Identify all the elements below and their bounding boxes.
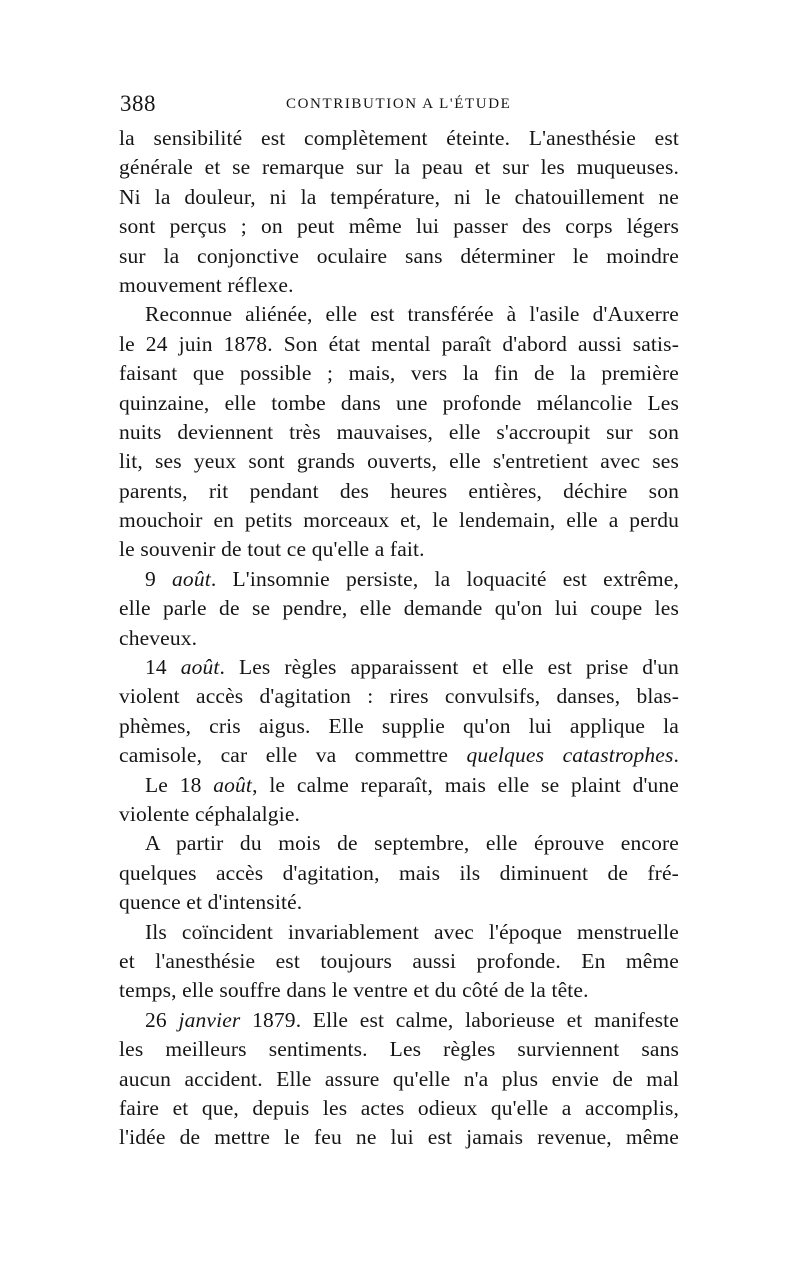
text-line: violente céphalalgie. (119, 801, 301, 826)
text-line: violent accès d'agitation : rires convulsifs, danses, blas- (119, 684, 679, 709)
text-line: la sensibilité est complètement éteinte. L'anesthésie est (119, 126, 679, 150)
text-line: quelques accès d'agitation, mais ils diminuent de fré- (119, 860, 679, 885)
text-line: et l'anesthésie est toujours aussi profonde. En même (119, 948, 679, 973)
text-run: Le 18 (145, 772, 214, 797)
text-run: . (673, 743, 679, 768)
running-head (116, 91, 678, 119)
text-line: temps, elle souffre dans le ventre et du côté de la tête. (119, 978, 589, 1003)
text-line: l'idée de mettre le feu ne lui est jamais revenue, même (119, 1125, 679, 1150)
text-line: quence et d'intensité. (119, 890, 303, 915)
text-line: aucun accident. Elle assure qu'elle n'a plus envie de mal (119, 1066, 679, 1091)
text-line: phèmes, cris aigus. Elle supplie qu'on lui applique la (119, 713, 679, 738)
text-run: 26 (145, 1007, 179, 1032)
italic-text: quelques catastrophes (466, 743, 674, 768)
text-run: camisole, car elle va commettre (119, 743, 467, 768)
text-line: les meilleurs sentiments. Les règles surviennent sans (119, 1037, 679, 1062)
text-line: le souvenir de tout ce qu'elle a fait. (119, 537, 425, 562)
text-line: quinzaine, elle tombe dans une profonde mélancolie Les (119, 390, 679, 415)
text-line: mouchoir en petits morceaux et, le lendemain, elle a perdu (119, 508, 679, 533)
text-run: 14 (145, 655, 181, 680)
text-run: , le calme reparaît, mais elle se plaint d'une (252, 772, 679, 797)
text-line: parents, rit pendant des heures entières, déchire son (119, 478, 679, 503)
text-line: le 24 juin 1878. Son état mental paraît d'abord aussi satis- (119, 331, 679, 356)
page-number: 388 (120, 91, 156, 116)
text-run: . L'insomnie persiste, la loquacité est extrême, (210, 566, 679, 591)
italic-text: août (180, 655, 220, 680)
text-line: Ni la douleur, ni la température, ni le chatouillement ne (119, 184, 679, 209)
text-line (119, 741, 679, 770)
italic-text: août (172, 566, 211, 591)
italic-text: janvier (178, 1007, 241, 1032)
text-line: faire et que, depuis les actes odieux qu'elle a accomplis, (119, 1095, 679, 1120)
text-line: mouvement réflexe. (119, 272, 294, 297)
text-line: cheveux. (119, 625, 198, 650)
text-line: Ils coïncident invariablement avec l'époque menstruelle (145, 919, 679, 944)
text-line: générale et se remarque sur la peau et sur les muqueuses. (119, 155, 679, 180)
running-title: CONTRIBUTION A L'ÉTUDE (286, 96, 512, 112)
text-line: nuits deviennent très mauvaises, elle s'accroupit sur son (119, 419, 679, 444)
text-run: 9 (145, 566, 173, 591)
text-run: . Les règles apparaissent et elle est prise d'un (219, 655, 679, 680)
text-line: sont perçus ; on peut même lui passer des corps légers (119, 214, 679, 239)
italic-text: août (213, 772, 253, 797)
text-line: elle parle de se pendre, elle demande qu'on lui coupe les (119, 596, 679, 621)
text-line: Reconnue aliénée, elle est transférée à l'asile d'Auxerre (145, 302, 679, 327)
text-line (119, 771, 679, 800)
text-line (119, 1006, 679, 1035)
text-line (119, 565, 679, 594)
text-line: lit, ses yeux sont grands ouverts, elle s'entretient avec ses (119, 449, 679, 474)
body-text (119, 124, 679, 1153)
text-line: sur la conjonctive oculaire sans déterminer le moindre (119, 243, 679, 268)
text-line: A partir du mois de septembre, elle éprouve encore (145, 831, 679, 856)
text-line (119, 653, 679, 682)
text-run: 1879. Elle est calme, laborieuse et manifeste (240, 1007, 679, 1032)
text-line: faisant que possible ; mais, vers la fin de la première (119, 361, 679, 386)
